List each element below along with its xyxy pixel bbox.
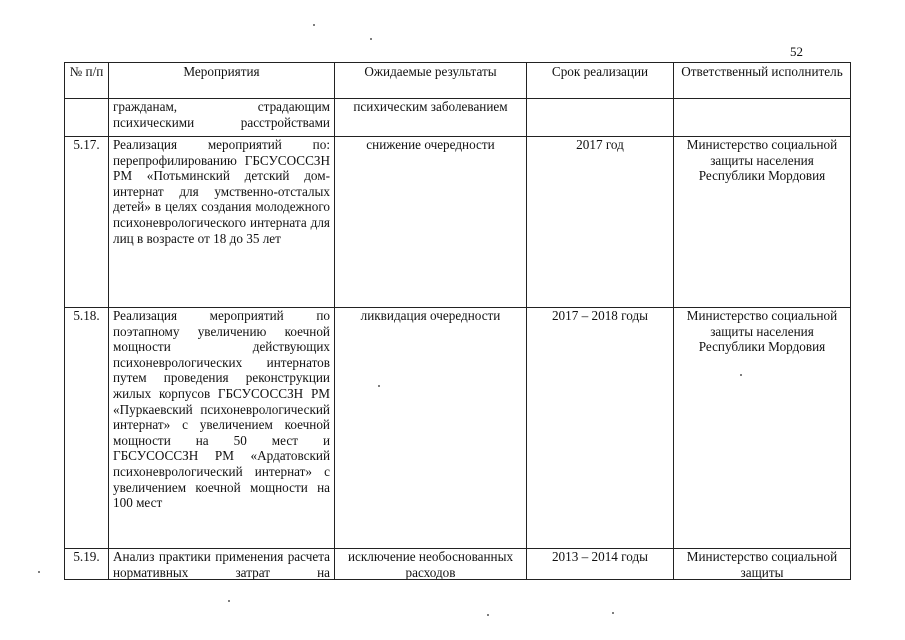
row-activity: Реализация мероприятий по поэтапному увеличению коечной мощности действующих психоневрологических интернатов путем проведения реконструкции жилых корпусов ГБСУСОССЗН РМ «Пуркаевский психоневрологический интернат» с увеличением коечной мощности на 50 мест и ГБСУСОССЗН РМ «Ардатовский психоневрологический интернат» с увеличением коечной мощности на 100 мест xyxy=(109,308,335,549)
row-activity xyxy=(109,549,335,580)
row-deadline-text: 2013 – 2014 годы xyxy=(551,549,649,564)
row-deadline xyxy=(527,99,674,137)
table-row xyxy=(65,99,851,137)
scan-speck xyxy=(378,385,380,387)
row-num xyxy=(65,549,109,580)
row-deadline: 2017 – 2018 годы xyxy=(527,308,674,549)
row-deadline: 2017 год xyxy=(527,137,674,308)
row-responsible-text: Министерство социальной защиты xyxy=(686,549,838,579)
row-num-text: 5.19. xyxy=(73,549,100,564)
row-num: 5.18. xyxy=(65,308,109,549)
scan-speck xyxy=(740,374,742,376)
table-header-row xyxy=(65,63,851,99)
scan-speck xyxy=(228,600,230,602)
row-responsible: Министерство социальной защиты населения Республики Мордовия xyxy=(674,137,851,308)
row-responsible: Министерство социальной защиты населения Республики Мордовия xyxy=(674,308,851,549)
table-row xyxy=(65,308,851,549)
row-result: ликвидация очередности xyxy=(335,308,527,549)
row-activity: Реализация мероприятий по: перепрофилированию ГБСУСОССЗН РМ «Потьминский детский дом-интернат для умственно-отсталых детей» в целях создания молодежного психоневрологического интерната для лиц в возрасте от 18 до 35 лет xyxy=(109,137,335,308)
scan-speck xyxy=(38,571,40,573)
page-number: 52 xyxy=(790,44,803,59)
header-num: № п/п xyxy=(65,63,109,99)
activities-table xyxy=(64,62,851,580)
row-activity: гражданам, страдающим психическими расстройствами xyxy=(109,99,335,137)
header-activities: Мероприятия xyxy=(109,63,335,99)
row-result: психическим заболеванием xyxy=(335,99,527,137)
header-responsible: Ответственный исполнитель xyxy=(674,63,851,99)
scan-speck xyxy=(487,614,489,616)
row-activity-text: Анализ практики применения расчета нормативных затрат на xyxy=(113,549,330,579)
row-result xyxy=(335,549,527,580)
row-num xyxy=(65,99,109,137)
row-result-text: исключение необоснованных расходов xyxy=(347,549,514,579)
table-row xyxy=(65,137,851,308)
row-deadline xyxy=(527,549,674,580)
row-result: снижение очередности xyxy=(335,137,527,308)
scan-speck xyxy=(612,612,614,614)
row-num: 5.17. xyxy=(65,137,109,308)
header-deadline: Срок реализации xyxy=(527,63,674,99)
header-results: Ожидаемые результаты xyxy=(335,63,527,99)
row-responsible xyxy=(674,549,851,580)
row-responsible xyxy=(674,99,851,137)
scan-speck xyxy=(370,38,372,40)
scan-speck xyxy=(313,24,315,26)
table-row xyxy=(65,549,851,580)
